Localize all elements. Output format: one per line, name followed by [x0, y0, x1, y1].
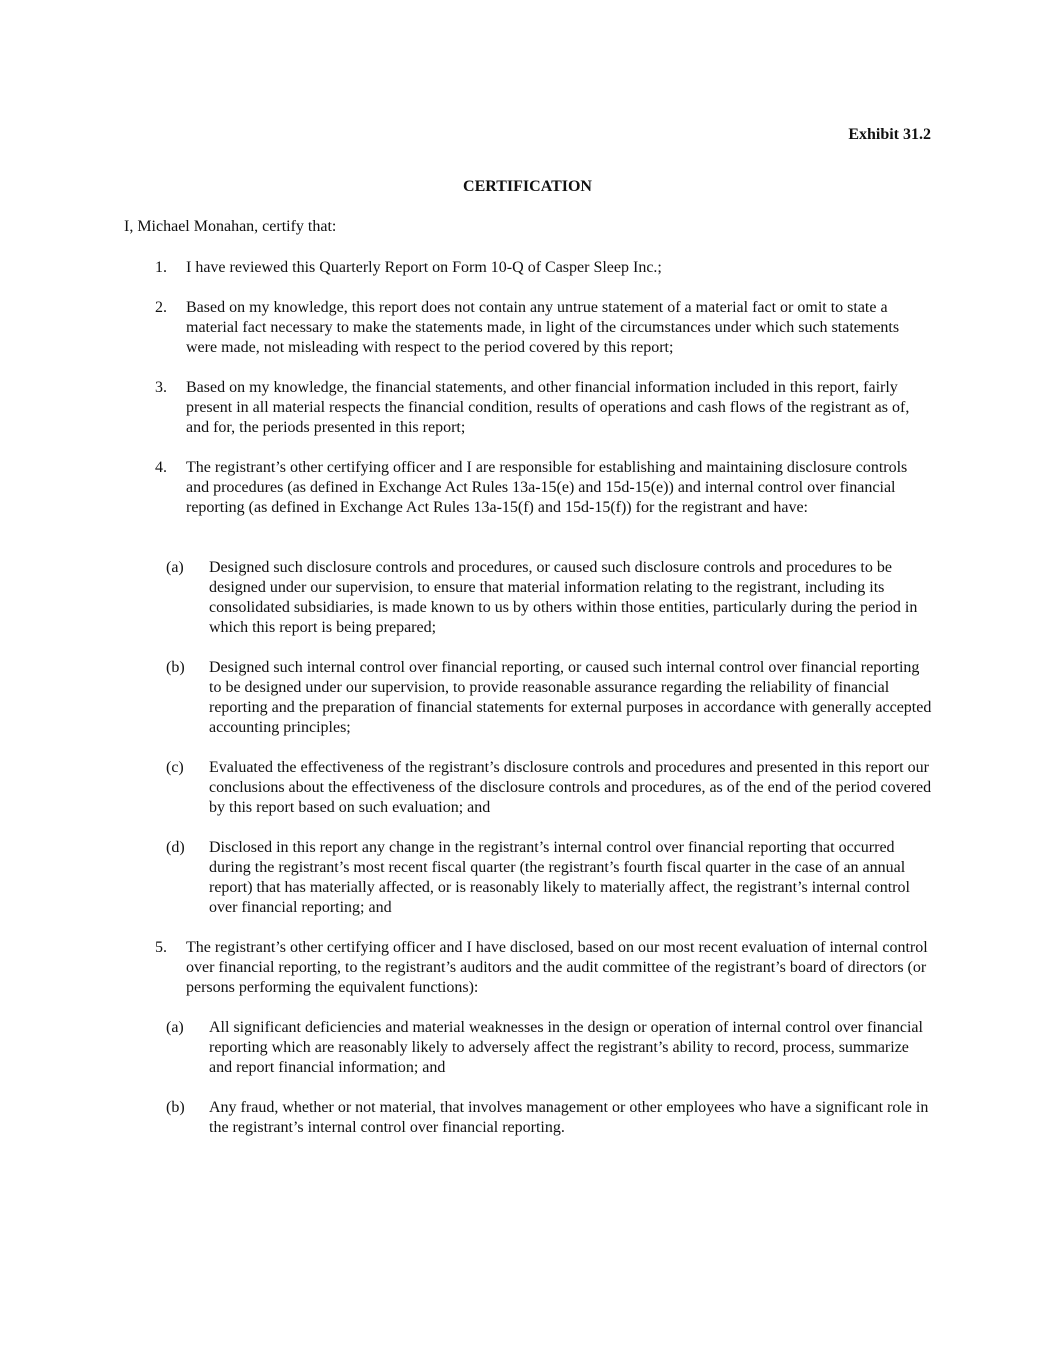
item-number: 5.	[155, 939, 167, 956]
item-letter: (d)	[166, 839, 185, 856]
item-text: Disclosed in this report any change in the registrant’s internal control over financial reporting that occurred during the registrant’s most recent fiscal quarter (the registrant’s fourth fiscal quarter in the case of an annual report) that has materially affected, or is reasonably likely to materially affect, the registrant’s internal control over financial reporting; and	[209, 839, 910, 916]
item-text: Based on my knowledge, this report does not contain any untrue statement of a material fact or omit to state a material fact necessary to make the statements made, in light of the circumstances under which such statements were made, not misleading with respect to the period covered by this report;	[186, 299, 900, 356]
item-text: Designed such internal control over financial reporting, or caused such internal control over financial reporting to be designed under our supervision, to provide reasonable assurance regarding the reliability of financial reporting and the preparation of financial statements for external purposes in accordance with generally accepted accounting principles;	[209, 659, 932, 736]
item-text: Designed such disclosure controls and procedures, or caused such disclosure controls and procedures to be designed under our supervision, to ensure that material information relating to the registrant, including its consolidated subsidiaries, is made known to us by others within those entities, particularly during the period in which this report is being prepared;	[209, 559, 918, 636]
item-number: 4.	[155, 459, 167, 476]
item-number: 3.	[155, 379, 167, 396]
item-text: The registrant’s other certifying officer and I are responsible for establishing and maintaining disclosure controls and procedures (as defined in Exchange Act Rules 13a-15(e) and 15d-15(e)) and internal control over financial reporting (as defined in Exchange Act Rules 13a-15(f) and 15d-15(f)) for the registrant and have:	[186, 459, 908, 516]
item-letter: (c)	[166, 759, 184, 776]
item-text: Evaluated the effectiveness of the registrant’s disclosure controls and procedures and presented in this report our conclusions about the effectiveness of the disclosure controls and procedures, as of the end of the period covered by this report based on such evaluation; and	[209, 759, 932, 816]
item-text: Based on my knowledge, the financial statements, and other financial information included in this report, fairly present in all material respects the financial condition, results of operations and cash flows of the registrant as of, and for, the periods presented in this report;	[186, 379, 910, 436]
item-number: 1.	[155, 259, 167, 276]
item-text: All significant deficiencies and material weaknesses in the design or operation of internal control over financial reporting which are reasonably likely to adversely affect the registrant’s ability to record, process, summarize and report financial information; and	[209, 1019, 923, 1076]
exhibit-label: Exhibit 31.2	[848, 126, 931, 143]
item-text: I have reviewed this Quarterly Report on Form 10-Q of Casper Sleep Inc.;	[186, 259, 662, 276]
item-letter: (b)	[166, 659, 185, 676]
item-letter: (a)	[166, 559, 184, 576]
item-letter: (a)	[166, 1019, 184, 1036]
item-text: The registrant’s other certifying officer and I have disclosed, based on our most recent evaluation of internal control over financial reporting, to the registrant’s auditors and the audit committee of the registrant’s board of directors (or persons performing the equivalent functions):	[186, 939, 928, 996]
page-title: CERTIFICATION	[463, 178, 592, 195]
intro-text: I, Michael Monahan, certify that:	[124, 218, 337, 235]
item-number: 2.	[155, 299, 167, 316]
item-text: Any fraud, whether or not material, that involves management or other employees who have a significant role in the registrant’s internal control over financial reporting.	[209, 1099, 929, 1136]
item-letter: (b)	[166, 1099, 185, 1116]
